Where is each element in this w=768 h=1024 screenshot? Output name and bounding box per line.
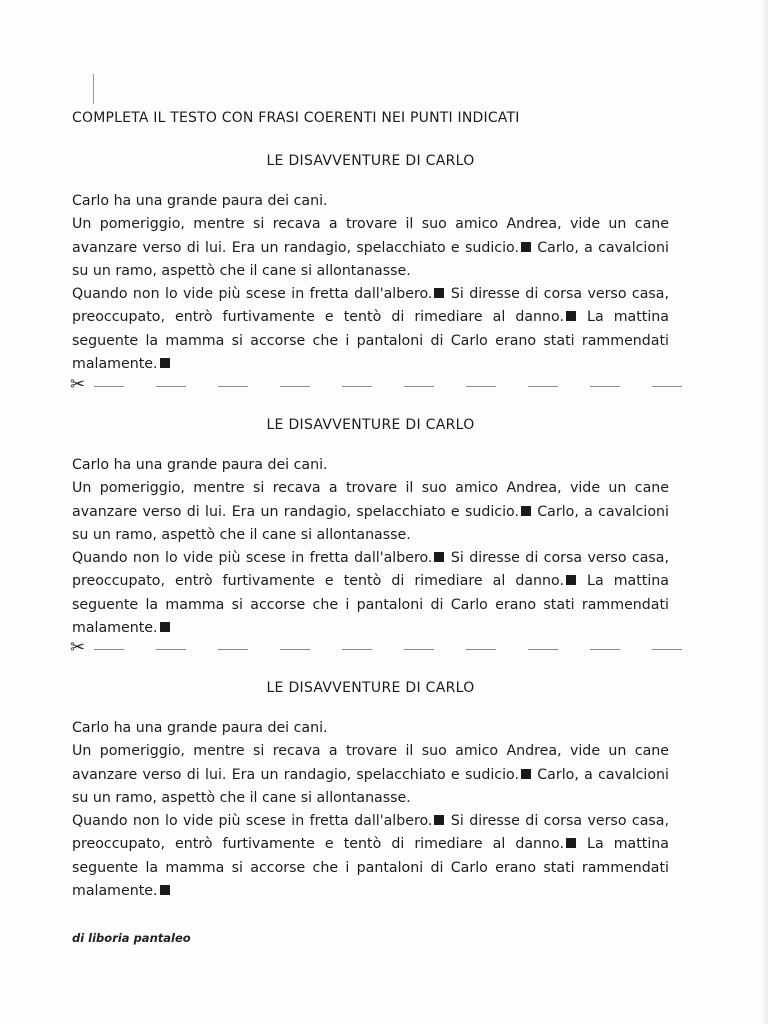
instruction-heading: COMPLETA IL TESTO CON FRASI COERENTI NEI PUNTI INDICATI [72,110,520,126]
story-line [72,764,669,787]
story-line [72,501,669,524]
story-text-fragment: Si diresse di corsa verso casa, [450,813,669,830]
blank-marker [521,242,531,252]
dashed-cut-guide [94,649,682,650]
story-block-1 [72,153,669,376]
story-text-fragment: Carlo, a cavalcioni [537,503,669,520]
story-line [72,283,669,306]
cut-line [70,637,682,658]
story-line [72,833,669,856]
story-text-fragment: malamente. [72,356,158,373]
story-line [72,617,669,640]
story-block-2 [72,417,669,640]
story-line [72,306,669,329]
story-line: su un ramo, aspettò che il cane si allontanasse. [72,262,411,279]
blank-marker [521,769,531,779]
story-text-fragment: Carlo, a cavalcioni [537,239,669,256]
story-text-fragment: La mattina [587,836,669,853]
story-line: Carlo ha una grande paura dei cani. [72,457,328,473]
cut-line [70,374,682,395]
blank-marker [160,622,170,632]
story-text-fragment: malamente. [72,620,158,637]
story-text-fragment: Quando non lo vide più scese in fretta dall'albero. [72,813,433,830]
story-text-fragment: preoccupato, entrò furtivamente e tentò di rimediare al danno. [72,836,564,853]
story-line: seguente la mamma si accorse che i pantaloni di Carlo erano stati rammendati [72,596,669,613]
story-text-fragment: avanzare verso di lui. Era un randagio, spelacchiato e sudicio. [72,239,519,256]
blank-marker [566,311,576,321]
story-text-fragment: preoccupato, entrò furtivamente e tentò di rimediare al danno. [72,573,564,590]
blank-marker [521,506,531,516]
story-line: Carlo ha una grande paura dei cani. [72,720,328,736]
story-text [72,717,669,903]
scissors-icon: ✂ [70,637,86,658]
blank-marker [566,575,576,585]
story-text [72,190,669,376]
scissors-icon: ✂ [70,374,86,395]
story-text-fragment: preoccupato, entrò furtivamente e tentò di rimediare al danno. [72,309,564,326]
author-credit: di liboria pantaleo [72,931,191,945]
story-title: LE DISAVVENTURE DI CARLO [266,153,475,169]
blank-marker [160,358,170,368]
story-line: Un pomeriggio, mentre si recava a trovare il suo amico Andrea, vide un cane [72,480,669,497]
story-line: su un ramo, aspettò che il cane si allontanasse. [72,526,411,543]
blank-marker [434,288,444,298]
story-line: seguente la mamma si accorse che i pantaloni di Carlo erano stati rammendati [72,859,669,876]
story-title: LE DISAVVENTURE DI CARLO [266,680,475,696]
story-line: Carlo ha una grande paura dei cani. [72,193,328,209]
story-text-fragment: Quando non lo vide più scese in fretta dall'albero. [72,550,433,567]
story-text-fragment: Si diresse di corsa verso casa, [450,286,669,303]
story-text-fragment: malamente. [72,883,158,900]
story-line: Un pomeriggio, mentre si recava a trovare il suo amico Andrea, vide un cane [72,216,669,233]
story-text-fragment: La mattina [587,309,669,326]
story-text-fragment: La mattina [587,573,669,590]
scan-edge-shadow [762,0,768,1024]
story-text-fragment: avanzare verso di lui. Era un randagio, spelacchiato e sudicio. [72,503,519,520]
blank-marker [160,885,170,895]
story-line [72,353,669,376]
blank-marker [434,552,444,562]
story-text-fragment: Si diresse di corsa verso casa, [450,550,669,567]
story-title: LE DISAVVENTURE DI CARLO [266,417,475,433]
story-line [72,237,669,260]
story-line [72,810,669,833]
dashed-cut-guide [94,386,682,387]
story-line [72,547,669,570]
blank-marker [566,838,576,848]
story-line: seguente la mamma si accorse che i pantaloni di Carlo erano stati rammendati [72,332,669,349]
scan-mark [93,74,94,104]
story-line: Un pomeriggio, mentre si recava a trovare il suo amico Andrea, vide un cane [72,743,669,760]
story-text [72,454,669,640]
story-block-3 [72,680,669,903]
story-line: su un ramo, aspettò che il cane si allontanasse. [72,789,411,806]
story-text-fragment: avanzare verso di lui. Era un randagio, spelacchiato e sudicio. [72,766,519,783]
story-text-fragment: Quando non lo vide più scese in fretta dall'albero. [72,286,433,303]
story-text-fragment: Carlo, a cavalcioni [537,766,669,783]
blank-marker [434,815,444,825]
story-line [72,880,669,903]
story-line [72,570,669,593]
